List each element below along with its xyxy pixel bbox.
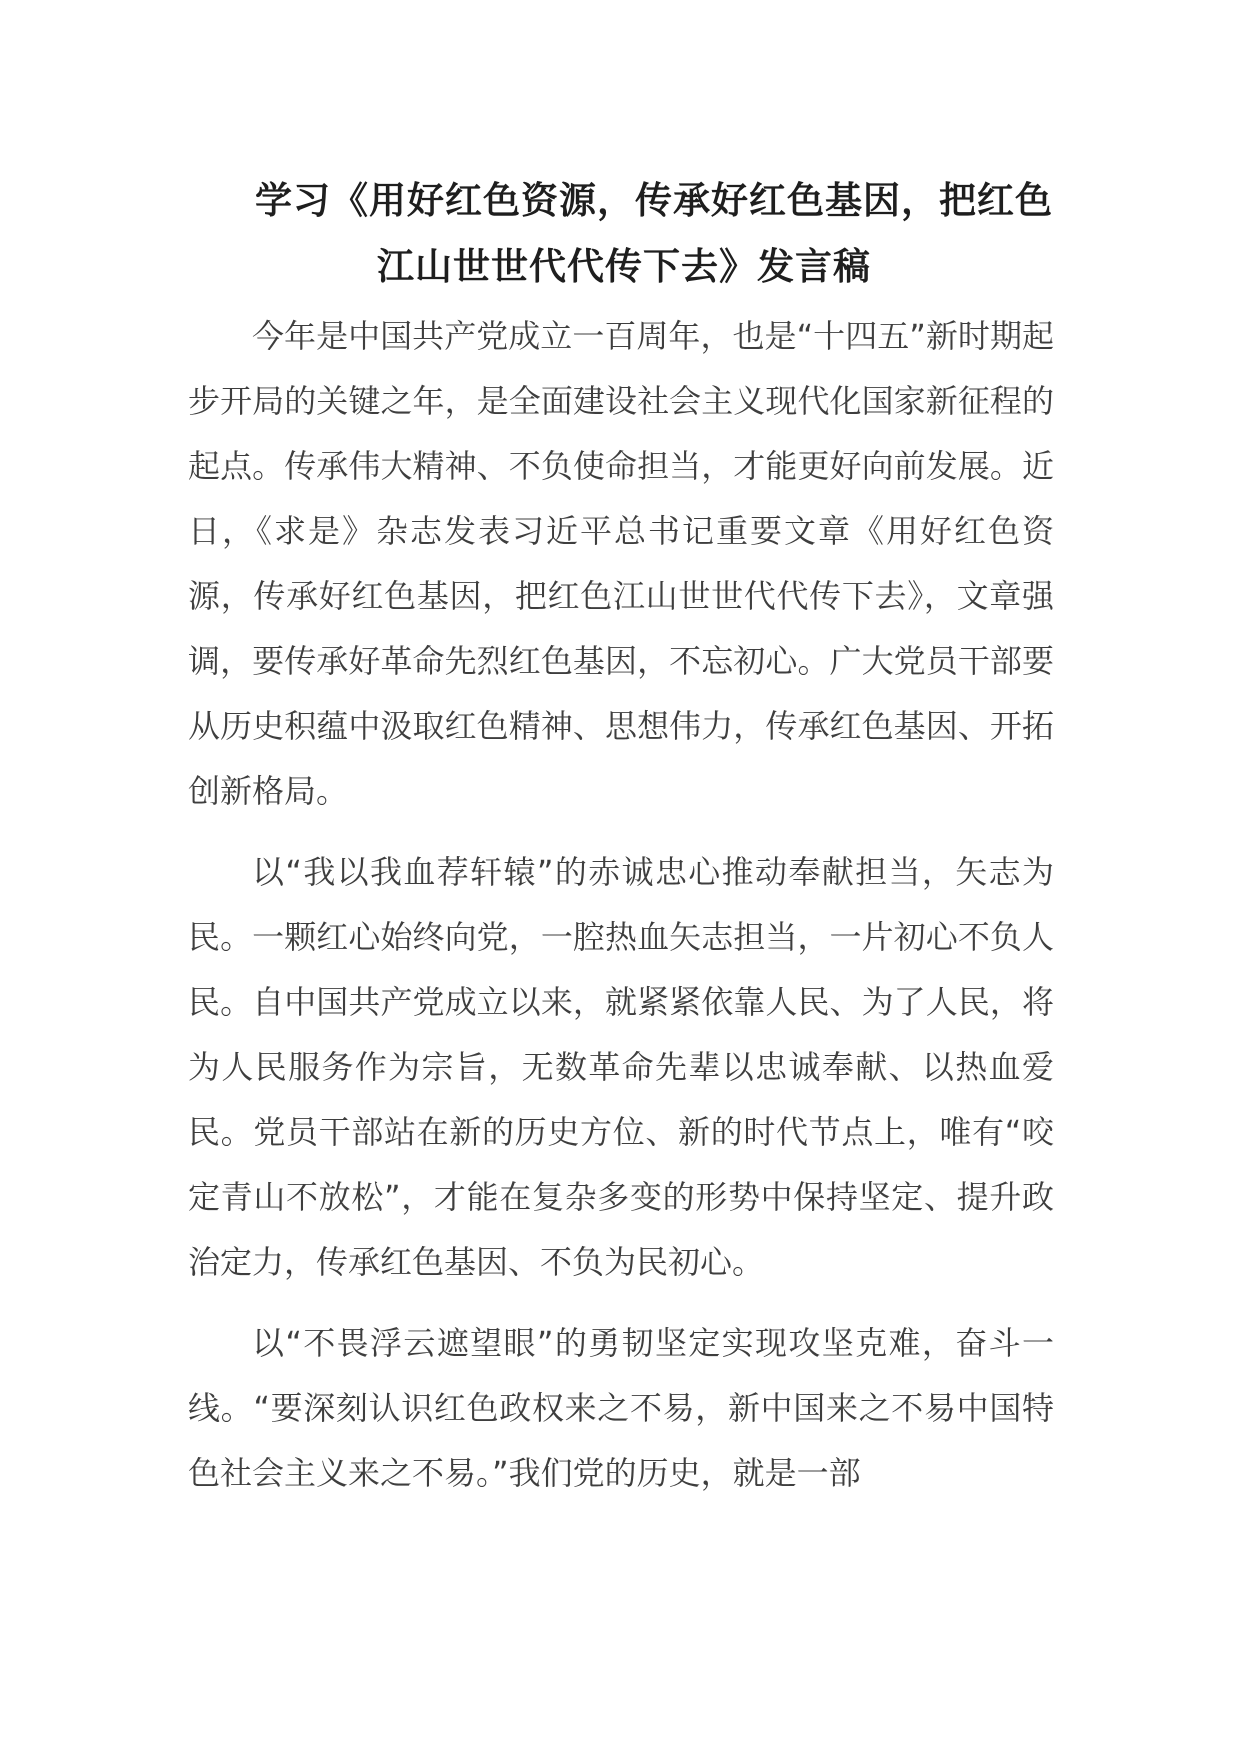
body-paragraph-2: 以“我以我血荐轩辕”的赤诚忠心推动奉献担当，矢志为民。一颗红心始终向党，一腔热血矢志担当，一片初心不负人民。自中国共产党成立以来，就紧紧依靠人民、为了人民，将为人民服务作为宗旨，无数革命先辈以忠诚奉献、以热血爱民。党员干部站在新的历史方位、新的时代节点上，唯有“咬定青山不放松”，才能在复杂多变的形势中保持坚定、提升政治定力，传承红色基因、不负为民初心。 <box>188 853 1054 1281</box>
body-paragraph-3: 以“不畏浮云遮望眼”的勇韧坚定实现攻坚克难，奋斗一线。“要深刻认识红色政权来之不易，新中国来之不易中国特色社会主义来之不易。”我们党的历史，就是一部 <box>188 1324 1054 1492</box>
document-body <box>188 304 1054 1522</box>
document-title-line-2: 江山世世代代传下去》发言稿 <box>377 245 871 288</box>
document-title-line-1: 学习《用好红色资源，传承好红色基因，把红色 <box>255 179 1053 222</box>
body-paragraph-1: 今年是中国共产党成立一百周年，也是“十四五”新时期起步开局的关键之年，是全面建设社会主义现代化国家新征程的起点。传承伟大精神、不负使命担当，才能更好向前发展。近日，《求是》杂志发表习近平总书记重要文章《用好红色资源，传承好红色基因，把红色江山世世代代传下去》，文章强调，要传承好革命先烈红色基因，不忘初心。广大党员干部要从历史积蕴中汲取红色精神、思想伟力，传承红色基因、开拓创新格局。 <box>188 317 1054 810</box>
